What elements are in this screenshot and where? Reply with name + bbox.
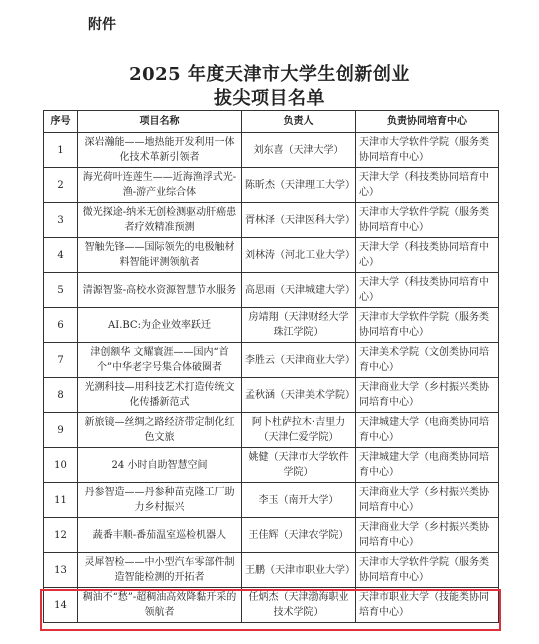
cell-no: 9 [44, 413, 78, 448]
cell-project-name: 稠油不“愁”-超稠油高效降黏开采的领航者 [78, 588, 242, 623]
cell-no: 13 [44, 553, 78, 588]
table-row [44, 518, 499, 553]
cell-lead: 王佳辉（天津农学院） [242, 518, 356, 553]
table-row [44, 448, 499, 483]
cell-project-name: 智触先锋——国际领先的电极触材料智能评测领航者 [78, 238, 242, 273]
document-title-line2: 拔尖项目名单 [214, 88, 325, 109]
project-table [43, 110, 499, 623]
table-row [44, 203, 499, 238]
cell-project-name: 清源智鉴-高校水资源智慧节水服务 [78, 273, 242, 308]
table-row [44, 343, 499, 378]
cell-lead: 李玉（南开大学） [242, 483, 356, 518]
table-row [44, 483, 499, 518]
cell-lead: 王鹏（天津市职业大学） [242, 553, 356, 588]
cell-no: 2 [44, 168, 78, 203]
cell-center: 天津市大学软件学院（服务类协同培育中心） [356, 133, 499, 168]
cell-lead: 高思雨（天津城建大学） [242, 273, 356, 308]
cell-lead: 阿卜杜萨拉木·吉里力（天津仁爱学院） [242, 413, 356, 448]
cell-center: 天津城建大学（电商类协同培育中心） [356, 448, 499, 483]
cell-project-name: 微光探途-纳米无创检测驱动肝癌患者疗效精准预测 [78, 203, 242, 238]
cell-project-name: 光溯科技—用科技艺术打造传统文化传播新范式 [78, 378, 242, 413]
cell-center: 天津商业大学（乡村振兴类协同培育中心） [356, 483, 499, 518]
table-header-row [44, 111, 499, 133]
table-row [44, 378, 499, 413]
cell-lead: 姚健（天津市大学软件学院） [242, 448, 356, 483]
cell-center: 天津商业大学（乡村振兴类协同培育中心） [356, 378, 499, 413]
header-no: 序号 [44, 111, 78, 133]
cell-center: 天津城建大学（电商类协同培育中心） [356, 413, 499, 448]
cell-no: 8 [44, 378, 78, 413]
document-title-line1: 2025 年度天津市大学生创新创业 [129, 64, 410, 85]
cell-project-name: 丹参智造——丹参种苗克隆工厂助力乡村振兴 [78, 483, 242, 518]
attachment-label: 附件 [88, 17, 116, 33]
cell-lead: 胥林泽（天津医科大学） [242, 203, 356, 238]
cell-no: 1 [44, 133, 78, 168]
cell-project-name: 深岩瀚能——地热能开发利用一体化技术革新引领者 [78, 133, 242, 168]
cell-lead: 刘东喜（天津大学） [242, 133, 356, 168]
cell-center: 天津大学（科技类协同培育中心） [356, 273, 499, 308]
cell-lead: 刘林涛（河北工业大学） [242, 238, 356, 273]
table-row [44, 308, 499, 343]
cell-project-name: 海光荷叶连莲生——近海渔浮式光-渔-游产业综合体 [78, 168, 242, 203]
cell-no: 3 [44, 203, 78, 238]
cell-project-name: 24 小时自助智慧空间 [78, 448, 242, 483]
cell-no: 10 [44, 448, 78, 483]
cell-lead: 李胜云（天津商业大学） [242, 343, 356, 378]
cell-center: 天津美术学院（文创类协同培育中心） [356, 343, 499, 378]
cell-center: 天津市职业大学（技能类协同培育中心） [356, 588, 499, 623]
cell-no: 5 [44, 273, 78, 308]
cell-no: 11 [44, 483, 78, 518]
table-row [44, 413, 499, 448]
cell-project-name: 蔬番丰顺-番茄温室巡检机器人 [78, 518, 242, 553]
cell-project-name: AI.BC:为企业效率跃迁 [78, 308, 242, 343]
header-name: 项目名称 [78, 111, 242, 133]
cell-center: 天津大学（科技类协同培育中心） [356, 168, 499, 203]
cell-no: 12 [44, 518, 78, 553]
cell-lead: 陈昕杰（天津理工大学） [242, 168, 356, 203]
cell-center: 天津市大学软件学院（服务类协同培育中心） [356, 553, 499, 588]
header-center: 负责协同培育中心 [356, 111, 499, 133]
header-lead: 负责人 [242, 111, 356, 133]
cell-project-name: 灵犀智检——中小型汽车零部件制造智能检测的开拓者 [78, 553, 242, 588]
cell-no: 14 [44, 588, 78, 623]
table-row [44, 133, 499, 168]
table-row [44, 273, 499, 308]
cell-lead: 任炳杰（天津渤海职业技术学院） [242, 588, 356, 623]
cell-project-name: 津创额华 文耀寰涯——国内“首个”中华老字号集合体破圈者 [78, 343, 242, 378]
table-row [44, 553, 499, 588]
cell-center: 天津商业大学（乡村振兴类协同培育中心） [356, 518, 499, 553]
table-row [44, 168, 499, 203]
cell-project-name: 新旅镜—丝绸之路经济带定制化红色文旅 [78, 413, 242, 448]
cell-no: 6 [44, 308, 78, 343]
table-row [44, 238, 499, 273]
cell-lead: 房靖翔（天津财经大学珠江学院） [242, 308, 356, 343]
cell-lead: 孟秋涵（天津美术学院） [242, 378, 356, 413]
cell-center: 天津市大学软件学院（服务类协同培育中心） [356, 308, 499, 343]
cell-center: 天津市大学软件学院（服务类协同培育中心） [356, 203, 499, 238]
cell-center: 天津大学（科技类协同培育中心） [356, 238, 499, 273]
table-row [44, 588, 499, 623]
cell-no: 4 [44, 238, 78, 273]
cell-no: 7 [44, 343, 78, 378]
